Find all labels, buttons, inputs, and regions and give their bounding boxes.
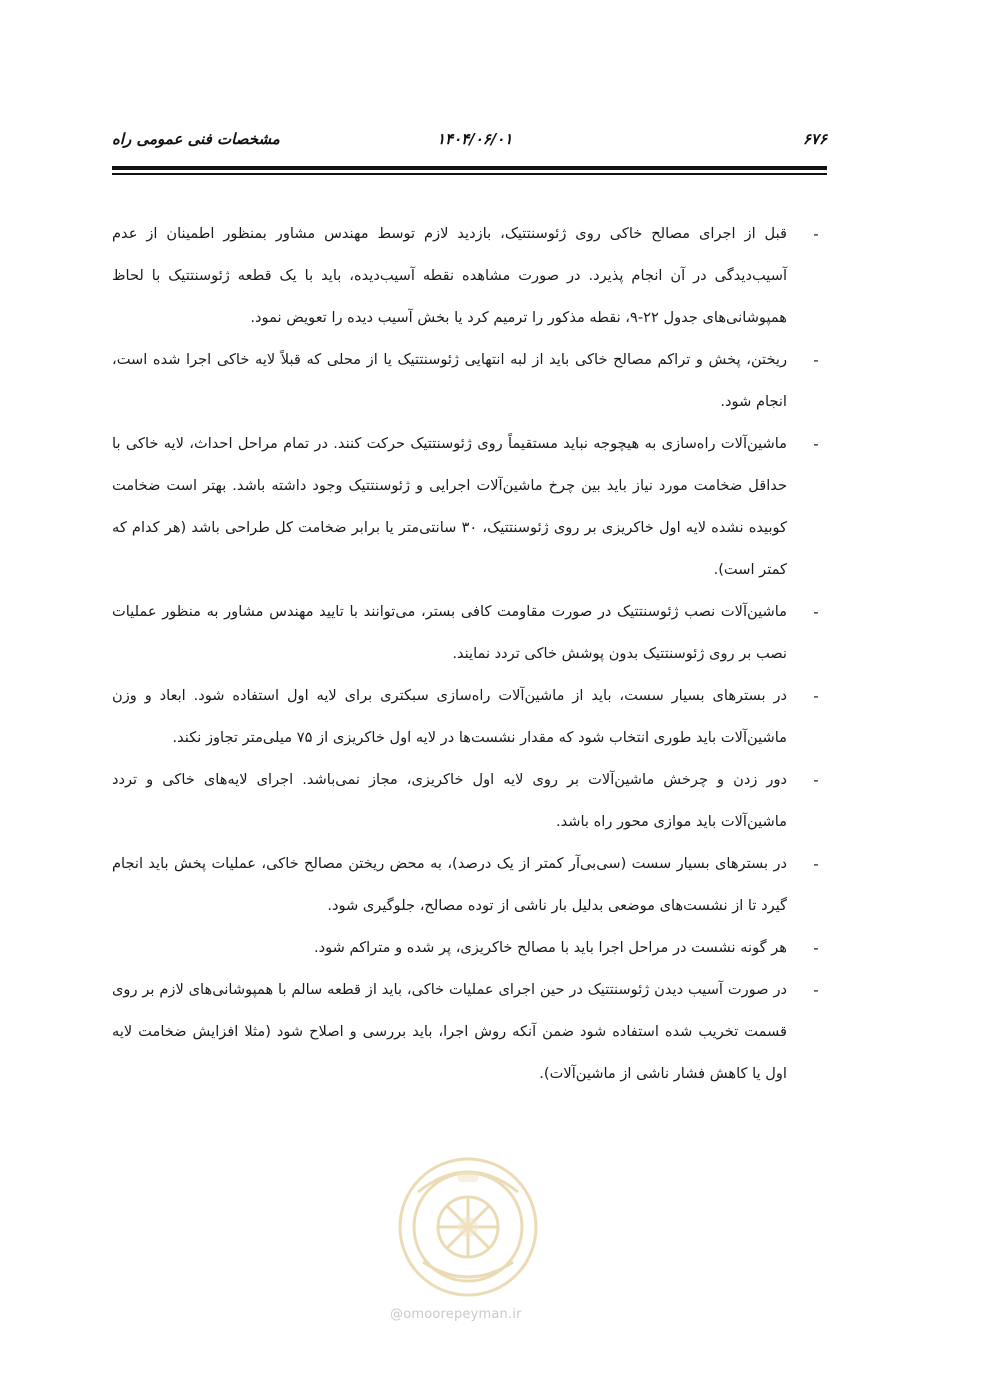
list-item: [112, 591, 827, 675]
list-item: [112, 927, 827, 969]
bullet-dash: -: [813, 225, 819, 243]
list-item-text: قبل از اجرای مصالح خاکی روی ژئوسنتتیک، بازدید لازم توسط مهندس مشاور بمنظور اطمینان از عدم آسیب‌دیدگی در آن انجام پذیرد. در صورت مشاهده نقطه آسیب‌دیده، باید با یک قطعه ژئوسنتتیک با لحاظ همپوشانی‌های جدول ۲۲-۹، نقطه مذکور را ترمیم کرد یا بخش آسیب دیده را تعویض نمود.: [112, 225, 787, 326]
bullet-list: [112, 213, 827, 1095]
list-item: [112, 675, 827, 759]
bullet-dash: -: [813, 939, 819, 957]
header-rule-thin: [112, 173, 827, 175]
list-item-text: در صورت آسیب دیدن ژئوسنتتیک در حین اجرای عملیات خاکی، باید از قطعه سالم با همپوشانی‌های لازم بر روی قسمت تخریب شده استفاده شود ضمن آنکه روش اجرا، باید بررسی و اصلاح شود (مثلا افزایش ضخامت لایه اول یا کاهش فشار ناشی از ماشین‌آلات).: [112, 981, 787, 1082]
page-number: ۶۷۶: [802, 130, 827, 148]
bullet-dash: -: [813, 603, 819, 621]
watermark-text: @omoorepeyman.ir: [390, 1307, 522, 1322]
header-title: مشخصات فنی عمومی راه: [112, 130, 280, 148]
bullet-dash: -: [813, 981, 819, 999]
page-header: [112, 130, 827, 158]
bullet-dash: -: [813, 687, 819, 705]
list-item-text: ماشین‌آلات راه‌سازی به هیچوجه نباید مستقیماً روی ژئوسنتتیک حرکت کنند. در تمام مراحل احداث، لایه خاکی با حداقل ضخامت مورد نیاز باید بین چرخ ماشین‌آلات اجرایی و ژئوسنتتیک وجود داشته باشد. بهتر است ضخامت کوبیده نشده لایه اول خاکریزی بر روی ژئوسنتتیک، ۳۰ سانتی‌متر یا برابر ضخامت کل طراحی باشد (هر کدام که کمتر است).: [112, 435, 787, 578]
header-date: ۱۴۰۴/۰۶/۰۱: [437, 130, 513, 148]
list-item-text: دور زدن و چرخش ماشین‌آلات بر روی لایه اول خاکریزی، مجاز نمی‌باشد. اجرای لایه‌های خاکی و تردد ماشین‌آلات باید موازی محور راه باشد.: [112, 771, 787, 830]
list-item: [112, 843, 827, 927]
list-item-text: در بسترهای بسیار سست (سی‌بی‌آر کمتر از یک درصد)، به محض ریختن مصالح خاکی، عملیات پخش باید انجام گیرد تا از نشست‌های موضعی بدلیل بار ناشی از توده مصالح، جلوگیری شود.: [112, 855, 787, 914]
list-item-text: هر گونه نشست در مراحل اجرا باید با مصالح خاکریزی، پر شده و متراکم شود.: [313, 939, 787, 956]
bullet-dash: -: [813, 771, 819, 789]
list-item-text: در بسترهای بسیار سست، باید از ماشین‌آلات راه‌سازی سبکتری برای لایه اول استفاده شود. ابعاد و وزن ماشین‌آلات باید طوری انتخاب شود که مقدار نشست‌ها در لایه اول خاکریزی از ۷۵ میلی‌متر تجاوز نکند.: [112, 687, 787, 746]
list-item: [112, 423, 827, 591]
list-item-text: ریختن، پخش و تراکم مصالح خاکی باید از لبه انتهایی ژئوسنتتیک یا از محلی که قبلاً لایه خاکی اجرا شده است، انجام شود.: [112, 351, 787, 410]
list-item: [112, 213, 827, 339]
list-item-text: ماشین‌آلات نصب ژئوسنتتیک در صورت مقاومت کافی بستر، می‌توانند با تایید مهندس مشاور به منظور عملیات نصب بر روی ژئوسنتتیک بدون پوشش خاکی تردد نمایند.: [112, 603, 787, 662]
list-item: [112, 339, 827, 423]
bullet-dash: -: [813, 435, 819, 453]
list-item: [112, 759, 827, 843]
bullet-dash: -: [813, 855, 819, 873]
bullet-dash: -: [813, 351, 819, 369]
watermark-logo-icon: [388, 1152, 548, 1302]
header-rule-thick: [112, 166, 827, 170]
list-item: [112, 969, 827, 1095]
